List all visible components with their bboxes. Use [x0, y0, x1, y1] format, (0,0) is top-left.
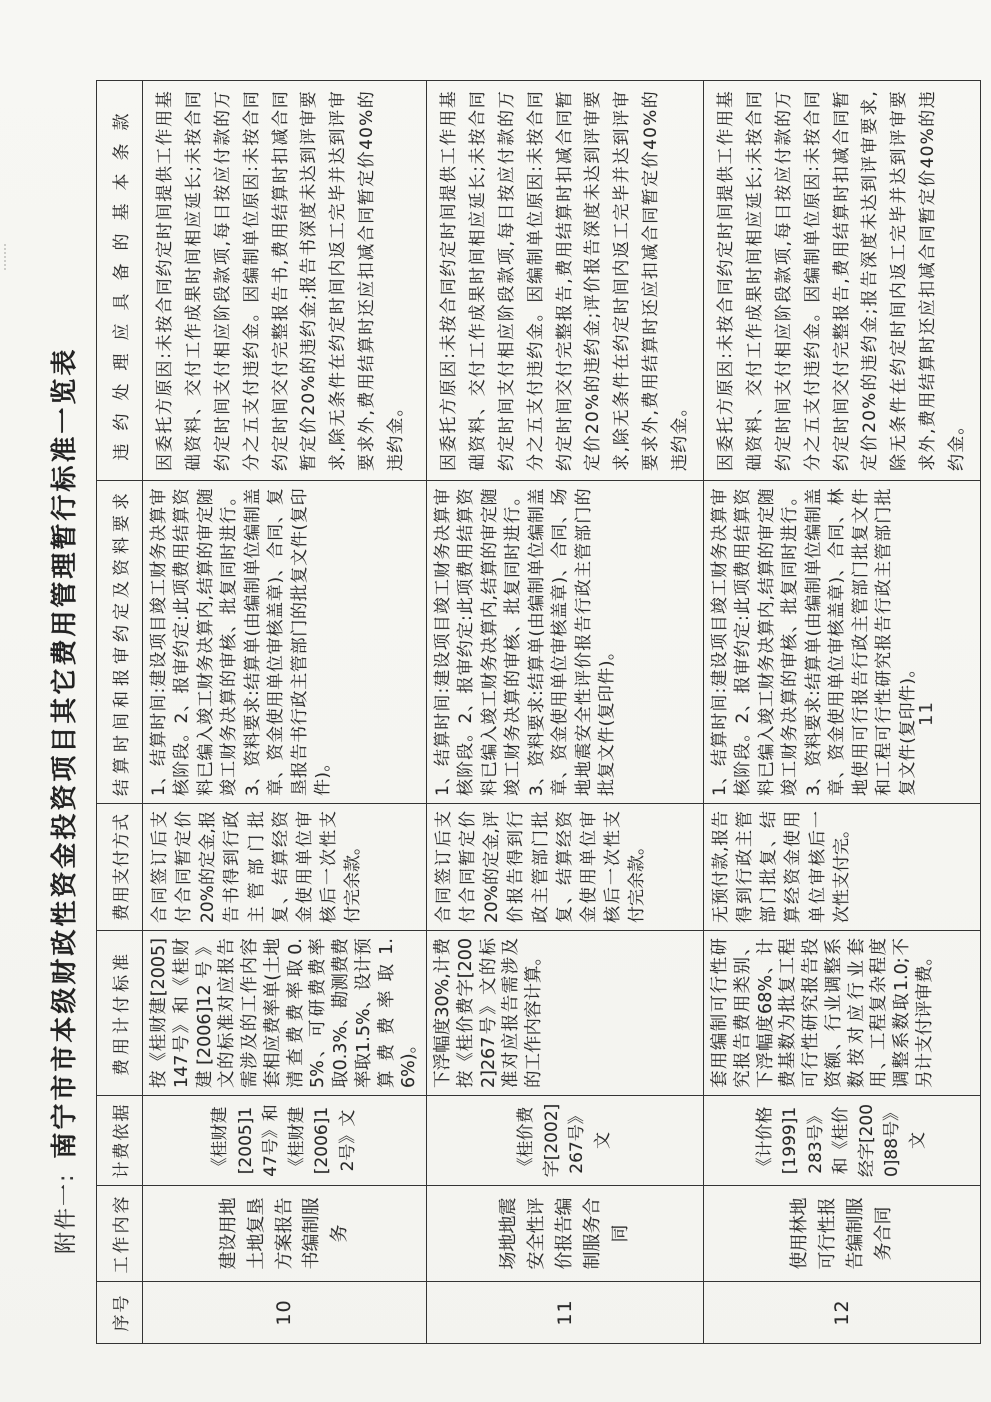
cell-fee-basis: 《桂价费字[2002]267号》文: [427, 1096, 704, 1186]
header-cell-breach: 违约处理应具备的基本条款: [97, 81, 143, 481]
cell-settlement: 1、结算时间:建设项目竣工财务决算审核阶段。2、报审约定:此项费用结算资料已编入竣工财务决算内,结算的审定随竣工财务决算的审核、批复同时进行。3、资料要求:结算单(由编制单位编制盖章、资金使用单位审核盖章)、合同、场地地震安全性评价报告行政主管部门的批复文件(复印件)。: [427, 481, 704, 804]
cell-serial: 12: [704, 1282, 981, 1344]
cell-work-content: 使用林地可行性报告编制服务合同: [704, 1186, 981, 1282]
cell-payment: 合同签订后支付合同暂定价20%的定金,报告书得到行政主管部门批复、结算经资金使用单位审核后一次性支付完余款。: [143, 804, 427, 931]
table-row: [427, 81, 704, 1344]
cell-breach-terms: 因委托方原因:未按合同约定时间提供工作用基础资料、交付工作成果时间相应延长;未按合同约定时间支付相应阶段款项,每日按应付款的万分之五支付违约金。因编制单位原因:未按合同约定时间交付完整报告书,费用结算时扣减合同暂定价20%的违约金;报告书深度未达到评审要求,除无条件在约定时间内返工完毕并达到评审要求外,费用结算时还应扣减合同暂定价40%的违约金。: [143, 81, 427, 481]
cell-work-content: 场地地震安全性评价报告编制服务合同: [427, 1186, 704, 1282]
header-cell-fee-standard: 费用计付标准: [97, 931, 143, 1096]
cell-serial: 10: [143, 1282, 427, 1344]
document-header: [44, 347, 81, 1254]
cell-fee-standard: 按《桂财建[2005]147号》和《桂财建[2006]12号》文的标准对应报告需涉及的工作内容套相应费率单(土地清查费费率取0.5%、可研费费率取0.3%、勘测费费率取1.5%、设计预算费费率取1.6%)。: [143, 931, 427, 1096]
cell-fee-standard: 套用编制可行性研究报告费用类别、下浮幅度68%、计费基数为批复工程可行性研究报告投资额、行业调整系数按对应行业套用、工程复杂程度调整系数取1.0;不另计支付评审费。: [704, 931, 981, 1096]
header-cell-fee-basis: 计费依据: [97, 1096, 143, 1186]
scan-artifact: [4, 244, 6, 270]
header-cell-settlement: 结算时间和报审约定及资料要求: [97, 481, 143, 804]
cell-breach-terms: 因委托方原因:未按合同约定时间提供工作用基础资料、交付工作成果时间相应延长;未按合同约定时间支付相应阶段款项,每日按应付款的万分之五支付违约金。因编制单位原因:未按合同约定时间交付完整报告,费用结算时扣减合同暂定价20%的违约金;评价报告深度未达到评审要求,除无条件在约定时间内返工完毕并达到评审要求外,费用结算时还应扣减合同暂定价40%的违约金。: [427, 81, 704, 481]
header-cell-serial: 序号: [97, 1282, 143, 1344]
page-title: 南宁市市本级财政性资金投资项目其它费用管理暂行标准一览表: [50, 346, 80, 1159]
cell-fee-basis: 《计价格[1999]1283号》和《桂价经字[2000]88号》文: [704, 1096, 981, 1186]
header-cell-payment: 费用支付方式: [97, 804, 143, 931]
header-cell-work: 工作内容: [97, 1186, 143, 1282]
attachment-label: 附件一:: [54, 1172, 79, 1254]
table-row: [704, 81, 981, 1344]
cell-payment: 合同签订后支付合同暂定价20%的定金,评价报告得到行政主管部门批复、结算经资金使用单位审核后一次性支付完余款。: [427, 804, 704, 931]
fee-standards-table: [96, 80, 981, 1344]
cell-work-content: 建设用地土地复垦方案报告书编制服务: [143, 1186, 427, 1282]
table-header-row: [97, 81, 143, 1344]
cell-settlement: 1、结算时间:建设项目竣工财务决算审核阶段。2、报审约定:此项费用结算资料已编入竣工财务决算内,结算的审定随竣工财务决算的审核、批复同时进行。3、资料要求:结算单(由编制单位编制盖章、资金使用单位审核盖章)、合同、林地使用可行报告行政主管部门批复文件和工程可行性研究报告行政主管部门批复文件(复印件)。: [704, 481, 981, 804]
cell-settlement: 1、结算时间:建设项目竣工财务决算审核阶段。2、报审约定:此项费用结算资料已编入竣工财务决算内,结算的审定随竣工财务决算的审核、批复同时进行。3、资料要求:结算单(由编制单位编制盖章、资金使用单位审核盖章)、合同、复垦报告书行政主管部门的批复文件(复印件)。: [143, 481, 427, 804]
cell-breach-terms: 因委托方原因:未按合同约定时间提供工作用基础资料、交付工作成果时间相应延长;未按合同约定时间支付相应阶段款项,每日按应付款的万分之五支付违约金。因编制单位原因:未按合同约定时间交付完整报告,费用结算时扣减合同暂定价20%的违约金;报告深度未达到评审要求,除无条件在约定时间内返工完毕并达到评审要求外,费用结算时还应扣减合同暂定价40%的违约金。: [704, 81, 981, 481]
cell-fee-basis: 《桂财建[2005]147号》和《桂财建[2006]12号》文: [143, 1096, 427, 1186]
cell-payment: 无预付款,报告得到行政主管部门批复、结算经资金使用单位审核后一次性支付完。: [704, 804, 981, 931]
table-row: [143, 81, 427, 1344]
page-number: 11: [916, 701, 937, 726]
cell-fee-standard: 下浮幅度30%,计费按《桂价费字[2002]267号》文的标准对应报告需涉及的工作内容计算。: [427, 931, 704, 1096]
cell-serial: 11: [427, 1282, 704, 1344]
